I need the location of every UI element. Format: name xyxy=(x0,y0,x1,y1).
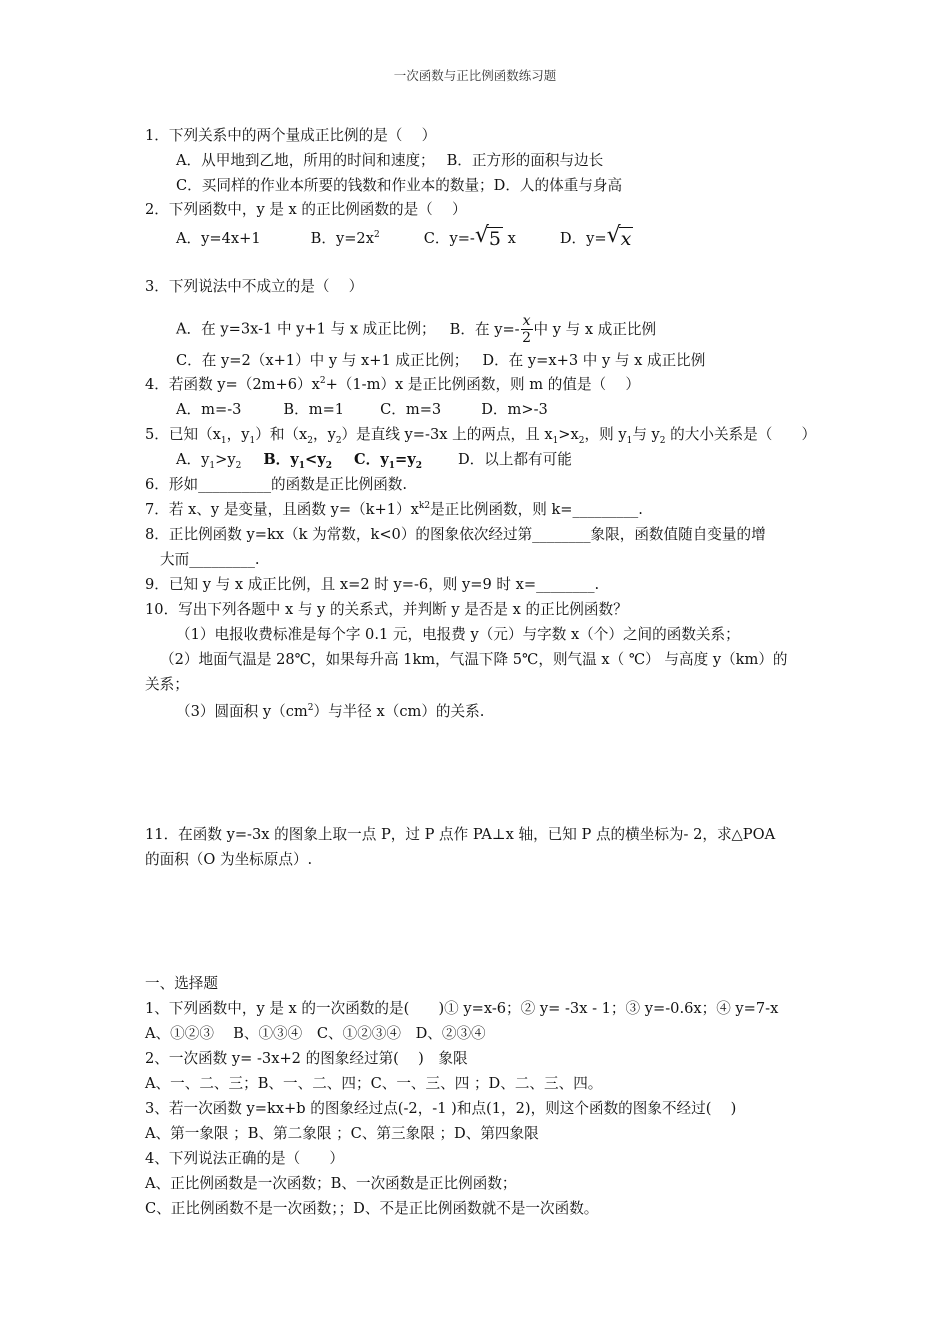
question-4-stem: 4．若函数 $y=(2m+6)x^2+(1-m)x$ 是正比例函数，则 m 的值是（ ） xyxy=(145,376,640,393)
question-8-line-2: 大而_________. xyxy=(160,551,260,568)
question-10-stem: 10．写出下列各题中 x 与 y 的关系式，并判断 y 是否是 x 的正比例函数？ xyxy=(145,601,628,618)
part2-question-4: 4、下列说法正确的是（ ） xyxy=(145,1150,345,1167)
question-5-options: A．$y_1>y_2$ B．$y_1<y_2$ C．$y_1=y_2$ D．以上都有可能 xyxy=(176,451,572,471)
question-1-stem: 1．下列关系中的两个量成正比例的是（ ） xyxy=(145,127,437,144)
section-heading: 一、选择题 xyxy=(145,975,218,992)
part2-question-4-options-ab: A、正比例函数是一次函数；B、一次函数是正比例函数； xyxy=(145,1175,517,1192)
option-a: A．y=4x+1 xyxy=(176,230,261,247)
option-d: D．在 y=x+3 中 y 与 x 成正比例 xyxy=(482,352,706,369)
part2-question-4-options-cd: C、正比例函数不是一次函数；；D、不是正比例函数就不是一次函数。 xyxy=(145,1200,599,1217)
option-a: A．在 y=3x-1 中 y+1 与 x 成正比例； xyxy=(176,320,436,338)
option-d: D．y= √ x xyxy=(559,223,632,250)
part2-question-3-options: A、第一象限 ；B、第二象限 ；C、第三象限 ；D、第四象限 xyxy=(145,1125,539,1142)
question-1-options-ab: A．从甲地到乙地，所用的时间和速度； B．正方形的面积与边长 xyxy=(176,152,604,169)
page-header: 一次函数与正比例函数练习题 xyxy=(393,68,557,83)
question-5-stem: 5．已知（$x_1$，$y_1$）和（$x_2$，$y_2$）是直线 y=-3x 上的两点，且 $x_1>x_2$，则 $y_1$与 $y_2$ 的大小关系是（ ） xyxy=(145,426,817,446)
fraction-x-over-2: $\frac{x}{2}$ xyxy=(522,313,532,346)
question-7: 7．若 x、y 是变量，且函数 $y=(k+1)x^{k2}$是正比例函数，则 k=_________. xyxy=(145,501,643,518)
question-6: 6．形如__________的函数是正比例函数. xyxy=(145,476,408,493)
option-b: B．在 y=- $\frac{x}{2}$ 中 y 与 x 成正比例 xyxy=(449,313,657,346)
question-9: 9．已知 y 与 x 成正比例，且 x=2 时 y=-6，则 y=9 时 x=________. xyxy=(145,576,600,593)
option-c: C．在 y=2（x+1）中 y 与 x+1 成正比例； xyxy=(176,352,469,369)
question-10-part-1: （1）电报收费标准是每个字 0.1 元，电报费 y（元）与字数 x（个）之间的函数关系； xyxy=(176,626,740,643)
question-4-options: A．m=-3 B．m=1 C．m=3 D．m>-3 xyxy=(176,401,548,418)
question-3-stem: 3．下列说法中不成立的是（ ） xyxy=(145,278,364,295)
question-2-options xyxy=(176,223,633,250)
part2-question-1: 1、下列函数中，y 是 x 的一次函数的是( )① y=x-6；② y= -3x - 1；③ y=-0.6x；④ y=7-x xyxy=(145,1000,779,1017)
question-11-line-2: 的面积（O 为坐标原点）. xyxy=(145,851,313,868)
part2-question-1-options: A、①②③ B、①③④ C、①②③④ D、②③④ xyxy=(145,1025,486,1042)
question-8-line-1: 8．正比例函数 y=kx（k 为常数，k<0）的图象依次经过第________象限，函数值随自变量的增 xyxy=(145,526,766,543)
question-3-options-ab xyxy=(176,313,656,346)
question-11-line-1: 11．在函数 y=-3x 的图象上取一点 P，过 P 点作 PA⊥x 轴，已知 P 点的横坐标为- 2，求△POA xyxy=(145,826,776,843)
question-10-part-3: （3）圆面积 $y(cm^2)$与半径 x（cm）的关系. xyxy=(176,703,485,720)
option-c: C．y=- √ 5 x xyxy=(423,223,516,250)
part2-question-2: 2、一次函数 y= -3x+2 的图象经过第( ) 象限 xyxy=(145,1050,468,1067)
question-3-options-cd xyxy=(176,351,705,371)
question-2-stem: 2．下列函数中，y 是 x 的正比例函数的是（ ） xyxy=(145,201,467,218)
option-b: B．$y=2x^2$ xyxy=(310,230,380,247)
part2-question-3: 3、若一次函数 y=kx+b 的图象经过点(-2，-1 )和点(1，2)，则这个函数的图象不经过( ) xyxy=(145,1100,737,1117)
sqrt-symbol: √ 5 xyxy=(474,223,501,250)
question-1-options-cd: C．买同样的作业本所要的钱数和作业本的数量；D．人的体重与身高 xyxy=(176,177,623,194)
sqrt-symbol: √ x xyxy=(606,223,632,250)
question-10-part-2-cont: 关系； xyxy=(145,676,189,693)
question-10-part-2: （2）地面气温是 28℃，如果每升高 1km，气温下降 5℃，则气温 x（ ℃） 与高度 y（km）的 xyxy=(160,651,788,668)
part2-question-2-options: A、一、二、三；B、一、二、四；C、一、三、四 ；D、二、三、四。 xyxy=(145,1075,603,1092)
